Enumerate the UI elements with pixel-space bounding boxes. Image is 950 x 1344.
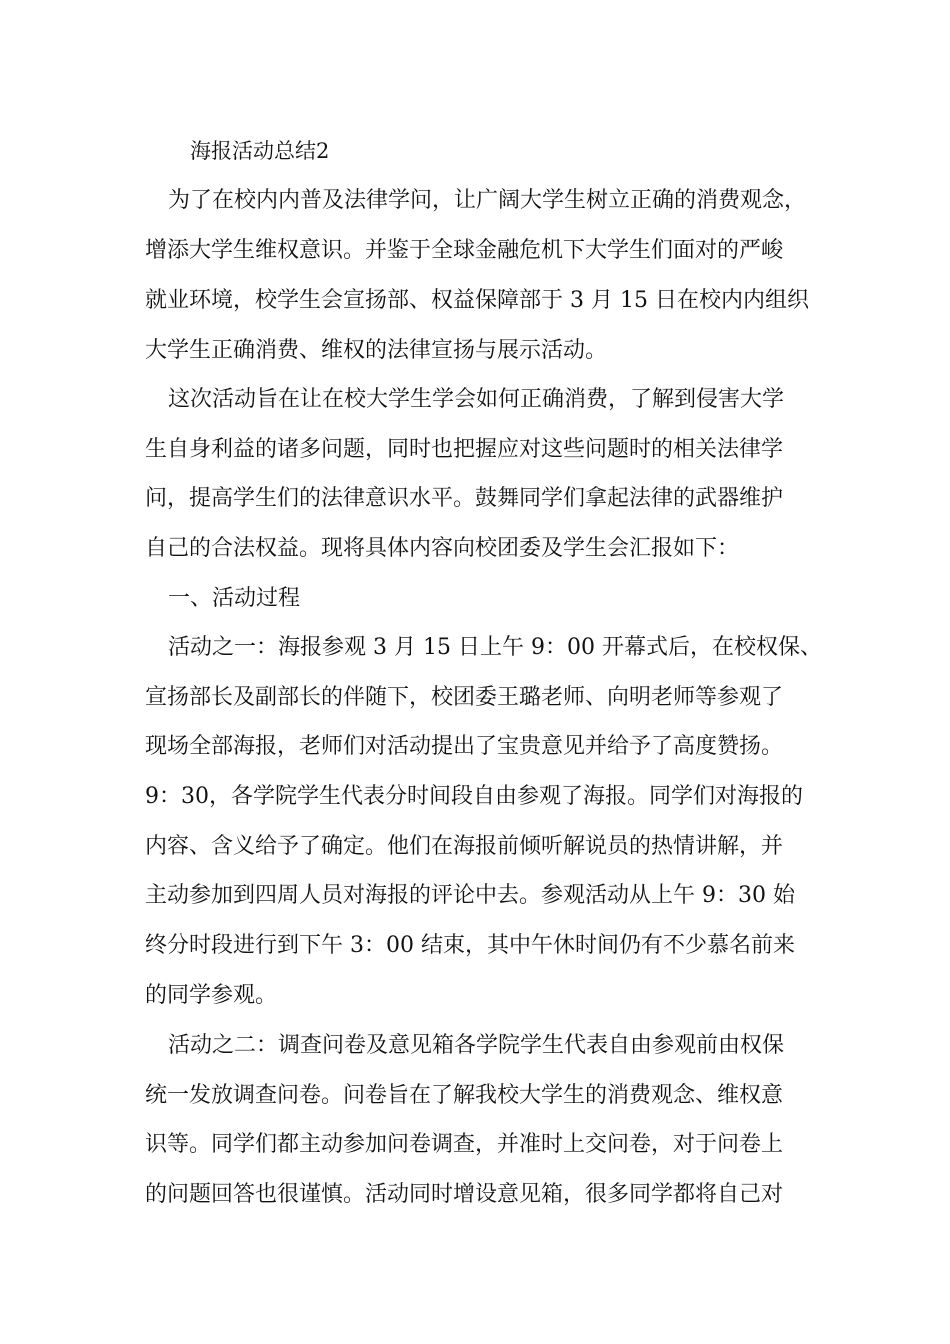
paragraph-1-line-3: 就业环境，校学生会宣扬部、权益保障部于 3 月 15 日在校内内组织 [145,288,809,313]
paragraph-1-line-4: 大学生正确消费、维权的法律宣扬与展示活动。 [145,338,608,363]
paragraph-4-line-2: 统一发放调查问卷。问卷旨在了解我校大学生的消费观念、维权意 [145,1083,784,1108]
paragraph-2-line-2: 生自身利益的诸多问题，同时也把握应对这些问题时的相关法律学 [145,437,784,462]
paragraph-1-line-1: 为了在校内内普及法律学问，让广阔大学生树立正确的消费观念， [168,188,807,213]
paragraph-4-line-1: 活动之二：调查问卷及意见箱各学院学生代表自由参观前由权保 [168,1033,785,1058]
paragraph-3-line-1: 活动之一：海报参观 3 月 15 日上午 9：00 开幕式后，在校权保、 [168,635,822,660]
paragraph-3-line-6: 主动参加到四周人员对海报的评论中去。参观活动从上午 9：30 始 [145,883,795,908]
paragraph-3-line-7: 终分时段进行到下午 3：00 结束，其中午休时间仍有不少慕名前来 [145,933,795,958]
paragraph-3-line-3: 现场全部海报，老师们对活动提出了宝贵意见并给予了高度赞扬。 [145,734,784,759]
paragraph-3-line-8: 的同学参观。 [145,983,278,1008]
paragraph-2-line-3: 问，提高学生们的法律意识水平。鼓舞同学们拿起法律的武器维护 [145,486,784,511]
paragraph-1-line-2: 增添大学生维权意识。并鉴于全球金融危机下大学生们面对的严峻 [145,238,784,263]
document-title: 海报活动总结2 [190,139,330,163]
paragraph-2-line-1: 这次活动旨在让在校大学生学会如何正确消费，了解到侵害大学 [168,387,785,412]
paragraph-4-line-4: 的问题回答也很谨慎。活动同时增设意见箱，很多同学都将自己对 [145,1182,784,1207]
paragraph-4-line-3: 识等。同学们都主动参加问卷调查，并准时上交问卷，对于问卷上 [145,1132,784,1157]
section-heading: 一、活动过程 [168,586,301,611]
paragraph-3-line-5: 内容、含义给予了确定。他们在海报前倾听解说员的热情讲解，并 [145,834,784,859]
paragraph-3-line-2: 宣扬部长及副部长的伴随下，校团委王璐老师、向明老师等参观了 [145,685,784,710]
paragraph-2-line-4: 自己的合法权益。现将具体内容向校团委及学生会汇报如下： [145,536,740,561]
paragraph-3-line-4: 9：30，各学院学生代表分时间段自由参观了海报。同学们对海报的 [145,784,803,809]
